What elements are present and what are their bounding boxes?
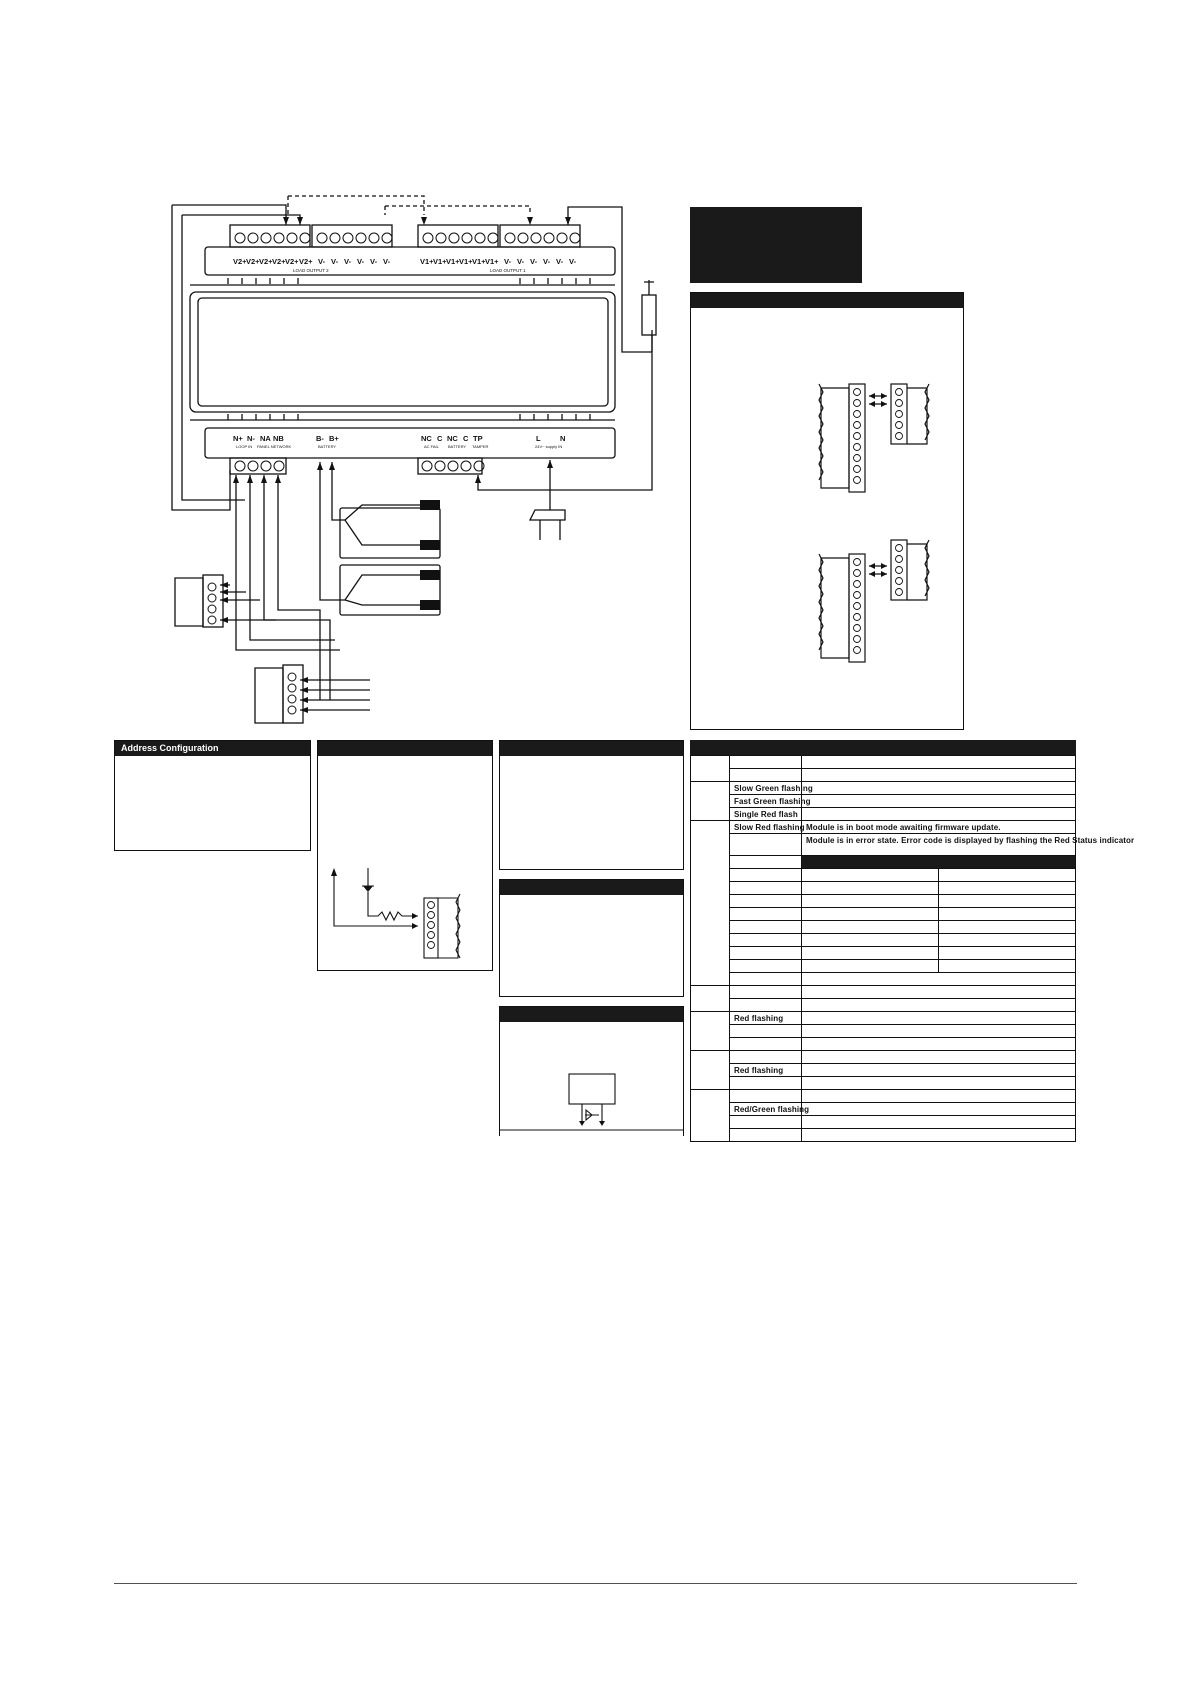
led-table-group-cell <box>691 882 730 895</box>
error-code-header <box>802 856 1076 869</box>
led-table-row <box>691 973 1076 986</box>
led-state-cell: Slow Green flashing <box>730 782 802 795</box>
led-table-row <box>691 1103 1076 1116</box>
led-meaning-cell <box>802 808 1076 821</box>
input-wiring-panel <box>317 740 493 971</box>
error-code-row <box>691 869 1076 882</box>
title-block <box>690 207 862 283</box>
led-table-row <box>691 1064 1076 1077</box>
middle-panel-2-header <box>500 880 683 895</box>
address-configuration-title: Address Configuration <box>115 741 310 756</box>
caption-panel-network: PANEL NETWORK <box>257 444 292 449</box>
led-state-cell: Red flashing <box>730 1012 802 1025</box>
led-meaning-cell <box>802 986 1076 999</box>
led-table-group-cell <box>691 908 730 921</box>
led-state-cell <box>730 1129 802 1142</box>
error-code-cell <box>802 869 939 882</box>
led-meaning-cell <box>802 1103 1076 1116</box>
error-code-cell <box>802 921 939 934</box>
top-terminal-label: V- <box>504 257 512 266</box>
error-meaning-cell <box>939 908 1076 921</box>
top-terminal-label: V1+ <box>446 257 460 266</box>
address-configuration-panel <box>114 740 311 851</box>
led-table-row <box>691 769 1076 782</box>
led-table-group-cell <box>691 947 730 960</box>
top-terminal-label: V2+ <box>299 257 313 266</box>
label-na: NA <box>260 434 271 443</box>
led-table-group-cell <box>691 986 730 999</box>
label-n: N <box>560 434 566 443</box>
label-tp: TP <box>473 434 483 443</box>
led-table-group-cell <box>691 834 730 856</box>
error-code-cell <box>802 908 939 921</box>
led-meaning-cell <box>802 1129 1076 1142</box>
error-code-cell <box>802 882 939 895</box>
top-terminal-label: V2+ <box>285 257 299 266</box>
top-terminal-label: V- <box>530 257 538 266</box>
error-meaning-cell <box>939 921 1076 934</box>
led-table-group-cell <box>691 1064 730 1077</box>
led-table-row <box>691 834 1076 856</box>
error-meaning-cell <box>939 934 1076 947</box>
top-terminal-label: V1+ <box>420 257 434 266</box>
led-state-cell <box>730 756 802 769</box>
led-table-group-cell <box>691 895 730 908</box>
led-state-cell <box>730 895 802 908</box>
caption-battery: BATTERY <box>318 444 337 449</box>
middle-panel-2 <box>499 879 684 997</box>
top-terminal-label: V1+ <box>472 257 486 266</box>
error-code-row <box>691 934 1076 947</box>
led-state-cell <box>730 934 802 947</box>
top-terminal-label: V2+ <box>259 257 273 266</box>
led-state-cell <box>730 1077 802 1090</box>
led-state-cell <box>730 1038 802 1051</box>
led-meaning-cell <box>802 756 1076 769</box>
wiring-diagram <box>0 0 700 740</box>
led-state-cell <box>730 769 802 782</box>
top-terminal-label: V2+ <box>272 257 286 266</box>
caption-ac-fail: AC FAIL <box>424 444 439 449</box>
label-n-plus: N+ <box>233 434 243 443</box>
led-state-cell <box>730 882 802 895</box>
label-c-1: C <box>437 434 443 443</box>
label-n-minus: N- <box>247 434 255 443</box>
led-table-row <box>691 986 1076 999</box>
led-state-cell: Red flashing <box>730 1064 802 1077</box>
led-state-cell <box>730 986 802 999</box>
label-b-plus: B+ <box>329 434 339 443</box>
led-table-group-cell <box>691 756 730 769</box>
error-code-row <box>691 895 1076 908</box>
top-terminal-label: V2+ <box>246 257 260 266</box>
led-table-group-cell <box>691 808 730 821</box>
label-nc-1: NC <box>421 434 432 443</box>
label-l: L <box>536 434 541 443</box>
label-b-minus: B- <box>316 434 324 443</box>
led-table-group-cell <box>691 1129 730 1142</box>
middle-panel-3 <box>499 1006 684 1136</box>
led-table-group-cell <box>691 869 730 882</box>
led-table-row <box>691 1038 1076 1051</box>
network-connection-panel <box>690 292 964 730</box>
led-table-row <box>691 1129 1076 1142</box>
led-state-cell <box>730 908 802 921</box>
led-meaning-cell <box>802 999 1076 1012</box>
led-table-group-cell <box>691 769 730 782</box>
led-table-row <box>691 795 1076 808</box>
top-terminal-label: V1+ <box>459 257 473 266</box>
led-table-group-cell <box>691 934 730 947</box>
led-table-group-cell <box>691 795 730 808</box>
top-terminal-label: V- <box>357 257 365 266</box>
led-meaning-cell <box>802 1012 1076 1025</box>
led-table-group-cell <box>691 921 730 934</box>
led-table-row <box>691 1012 1076 1025</box>
led-state-cell <box>730 960 802 973</box>
network-connection-panel-header <box>691 293 963 308</box>
led-meaning-cell <box>802 973 1076 986</box>
error-code-cell <box>802 947 939 960</box>
led-meaning-cell <box>802 769 1076 782</box>
led-state-cell <box>730 834 802 856</box>
led-state-cell <box>730 921 802 934</box>
label-c-2: C <box>463 434 469 443</box>
input-wiring-diagram <box>318 756 492 970</box>
led-state-cell <box>730 1025 802 1038</box>
caption-mains-in: 24V~ supply IN <box>535 444 563 449</box>
led-state-cell <box>730 947 802 960</box>
led-state-cell <box>730 856 802 869</box>
led-state-cell <box>730 1090 802 1103</box>
load-output-2-caption: LOAD OUTPUT 2 <box>293 268 329 273</box>
label-nb: NB <box>273 434 284 443</box>
footer-rule <box>114 1583 1077 1584</box>
error-code-row <box>691 921 1076 934</box>
led-table-row <box>691 999 1076 1012</box>
led-table-group-cell <box>691 1038 730 1051</box>
led-meaning-cell <box>802 1025 1076 1038</box>
top-terminal-label: V- <box>318 257 326 266</box>
error-meaning-cell <box>939 882 1076 895</box>
led-meaning-cell <box>802 1038 1076 1051</box>
led-table-row <box>691 1077 1076 1090</box>
error-code-row <box>691 882 1076 895</box>
led-table-row <box>691 756 1076 769</box>
error-meaning-cell <box>939 960 1076 973</box>
status-led-diagram <box>500 1022 683 1134</box>
led-meaning-cell <box>802 1090 1076 1103</box>
middle-panel-1 <box>499 740 684 870</box>
error-code-row <box>691 960 1076 973</box>
led-table-row <box>691 808 1076 821</box>
led-meaning-cell <box>802 1077 1076 1090</box>
top-terminal-label: V1+ <box>433 257 447 266</box>
caption-loop-in: LOOP IN <box>236 444 253 449</box>
top-terminal-label: V- <box>344 257 352 266</box>
led-table-group-cell <box>691 1025 730 1038</box>
led-table-row <box>691 1051 1076 1064</box>
led-table-group-cell <box>691 1012 730 1025</box>
led-table-row <box>691 1090 1076 1103</box>
led-table-group-cell <box>691 1090 730 1103</box>
led-table-group-cell <box>691 1051 730 1064</box>
led-table-group-cell <box>691 999 730 1012</box>
top-terminal-label: V- <box>569 257 577 266</box>
led-meaning-cell: Module is in error state. Error code is displayed by flashing the Red Status indicator <box>802 834 1076 856</box>
led-state-cell <box>730 1051 802 1064</box>
led-state-cell <box>730 869 802 882</box>
led-table-group-cell <box>691 821 730 834</box>
label-nc-2: NC <box>447 434 458 443</box>
led-table-row <box>691 1025 1076 1038</box>
error-code-cell <box>802 895 939 908</box>
load-output-1-caption: LOAD OUTPUT 1 <box>490 268 526 273</box>
led-meaning-cell <box>802 782 1076 795</box>
led-table-row <box>691 1116 1076 1129</box>
top-terminal-label: V- <box>370 257 378 266</box>
led-meaning-cell <box>802 1116 1076 1129</box>
led-state-cell: Slow Red flashing <box>730 821 802 834</box>
network-connection-diagram <box>691 308 963 728</box>
led-status-table-wrap <box>690 740 1135 1142</box>
led-table-group-cell <box>691 1077 730 1090</box>
caption-tamper: TAMPER <box>472 444 489 449</box>
top-terminal-label: V1+ <box>485 257 499 266</box>
error-code-cell <box>802 960 939 973</box>
led-meaning-cell <box>802 795 1076 808</box>
led-state-cell: Single Red flash <box>730 808 802 821</box>
top-terminal-label: V2+ <box>233 257 247 266</box>
led-meaning-cell: Module is in boot mode awaiting firmware update. <box>802 821 1076 834</box>
led-table-group-cell <box>691 960 730 973</box>
led-state-cell <box>730 999 802 1012</box>
led-status-table-header <box>690 740 1076 755</box>
top-terminal-label: V- <box>517 257 525 266</box>
led-meaning-cell <box>802 1064 1076 1077</box>
led-table-group-cell <box>691 1116 730 1129</box>
middle-panel-3-header <box>500 1007 683 1022</box>
error-meaning-cell <box>939 947 1076 960</box>
middle-panel-1-header <box>500 741 683 756</box>
led-table-group-cell <box>691 782 730 795</box>
top-terminal-label: V- <box>383 257 391 266</box>
led-status-table <box>690 755 1135 1142</box>
error-code-cell <box>802 934 939 947</box>
led-table-group-cell <box>691 1103 730 1116</box>
input-wiring-panel-header <box>318 741 492 756</box>
top-terminal-label: V- <box>331 257 339 266</box>
error-code-row <box>691 947 1076 960</box>
caption-battery-relay: BATTERY <box>448 444 467 449</box>
led-table-row <box>691 782 1076 795</box>
error-meaning-cell <box>939 869 1076 882</box>
led-table-row <box>691 821 1076 834</box>
error-meaning-cell <box>939 895 1076 908</box>
led-state-cell: Fast Green flashing <box>730 795 802 808</box>
top-terminal-label: V- <box>556 257 564 266</box>
led-meaning-cell <box>802 1051 1076 1064</box>
led-state-cell: Red/Green flashing <box>730 1103 802 1116</box>
led-state-cell <box>730 1116 802 1129</box>
error-code-header-row <box>691 856 1076 869</box>
error-code-row <box>691 908 1076 921</box>
top-terminal-label: V- <box>543 257 551 266</box>
led-state-cell <box>730 973 802 986</box>
led-table-group-cell <box>691 973 730 986</box>
led-table-group-cell <box>691 856 730 869</box>
